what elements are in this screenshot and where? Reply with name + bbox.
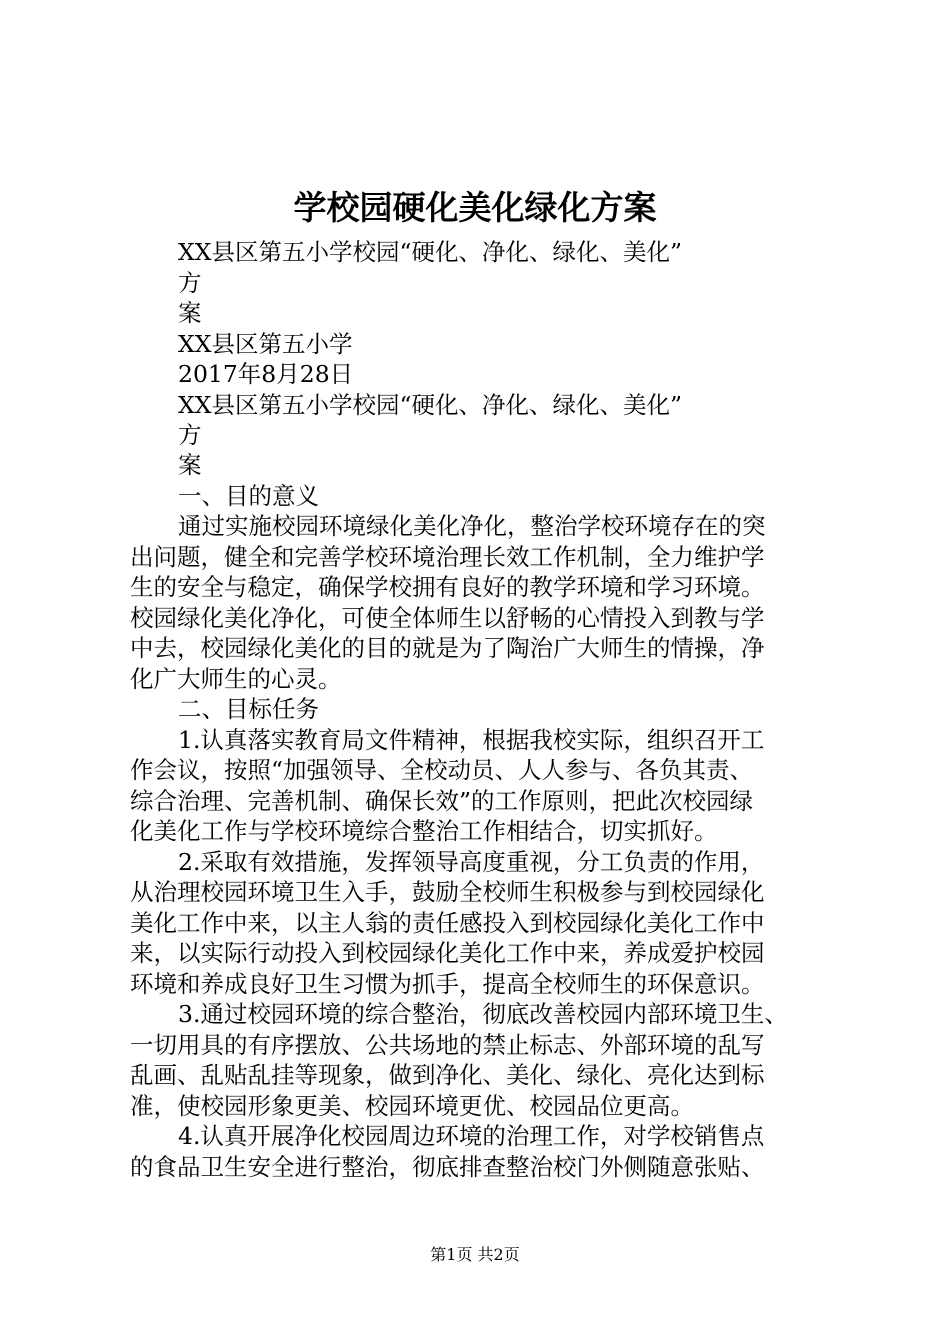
subtitle-line: 方 [178,421,202,449]
section-heading: 二、目标任务 [178,695,319,723]
paragraph-line: 乱画、乱贴乱挂等现象，做到净化、美化、绿化、亮化达到标 [130,1061,765,1089]
paragraph-line: 中去，校园绿化美化的目的就是为了陶治广大师生的情操，净 [130,634,765,662]
paragraph-line: 从治理校园环境卫生入手，鼓励全校师生积极参与到校园绿化 [130,878,765,906]
paragraph-line: 1.认真落实教育局文件精神，根据我校实际，组织召开工 [178,726,765,754]
paragraph-line: 环境和养成良好卫生习惯为抓手，提高全校师生的环保意识。 [130,970,765,998]
page-footer: 第1页 共2页 [430,1245,520,1264]
paragraph-line: 4.认真开展净化校园周边环境的治理工作，对学校销售点 [178,1122,765,1150]
paragraph-line: 一切用具的有序摆放、公共场地的禁止标志、外部环境的乱写 [130,1031,765,1059]
subtitle-line: 案 [178,299,202,327]
subtitle-line: XX县区第五小学校园“硬化、净化、绿化、美化” [178,238,682,266]
paragraph-line: 的食品卫生安全进行整治，彻底排查整治校门外侧随意张贴、 [130,1153,765,1181]
paragraph-line: 3.通过校园环境的综合整治，彻底改善校园内部环境卫生、 [178,1000,788,1028]
subtitle-line: 方 [178,269,202,297]
paragraph-line: 出问题，健全和完善学校环境治理长效工作机制，全力维护学 [130,543,765,571]
paragraph-line: 通过实施校园环境绿化美化净化，整治学校环境存在的突 [178,512,766,540]
document-date: 2017年8月28日 [178,360,354,388]
paragraph-line: 2.采取有效措施，发挥领导高度重视，分工负责的作用， [178,848,765,876]
paragraph-line: 校园绿化美化净化，可使全体师生以舒畅的心情投入到教与学 [130,604,765,632]
subtitle-line: 案 [178,451,202,479]
subtitle-line: XX县区第五小学校园“硬化、净化、绿化、美化” [178,391,682,419]
paragraph-line: 准，使校园形象更美、校园环境更优、校园品位更高。 [130,1092,694,1120]
paragraph-line: 生的安全与稳定，确保学校拥有良好的教学环境和学习环境。 [130,573,765,601]
paragraph-line: 化广大师生的心灵。 [130,665,342,693]
paragraph-line: 综合治理、完善机制、确保长效”的工作原则，把此次校园绿 [130,787,754,815]
paragraph-line: 作会议，按照“加强领导、全校动员、人人参与、各负其责、 [130,756,754,784]
paragraph-line: 来，以实际行动投入到校园绿化美化工作中来，养成爱护校园 [130,939,765,967]
school-name: XX县区第五小学 [178,330,353,358]
document-title: 学校园硬化美化绿化方案 [293,188,657,227]
paragraph-line: 美化工作中来，以主人翁的责任感投入到校园绿化美化工作中 [130,909,765,937]
section-heading: 一、目的意义 [178,482,319,510]
paragraph-line: 化美化工作与学校环境综合整治工作相结合，切实抓好。 [130,817,718,845]
